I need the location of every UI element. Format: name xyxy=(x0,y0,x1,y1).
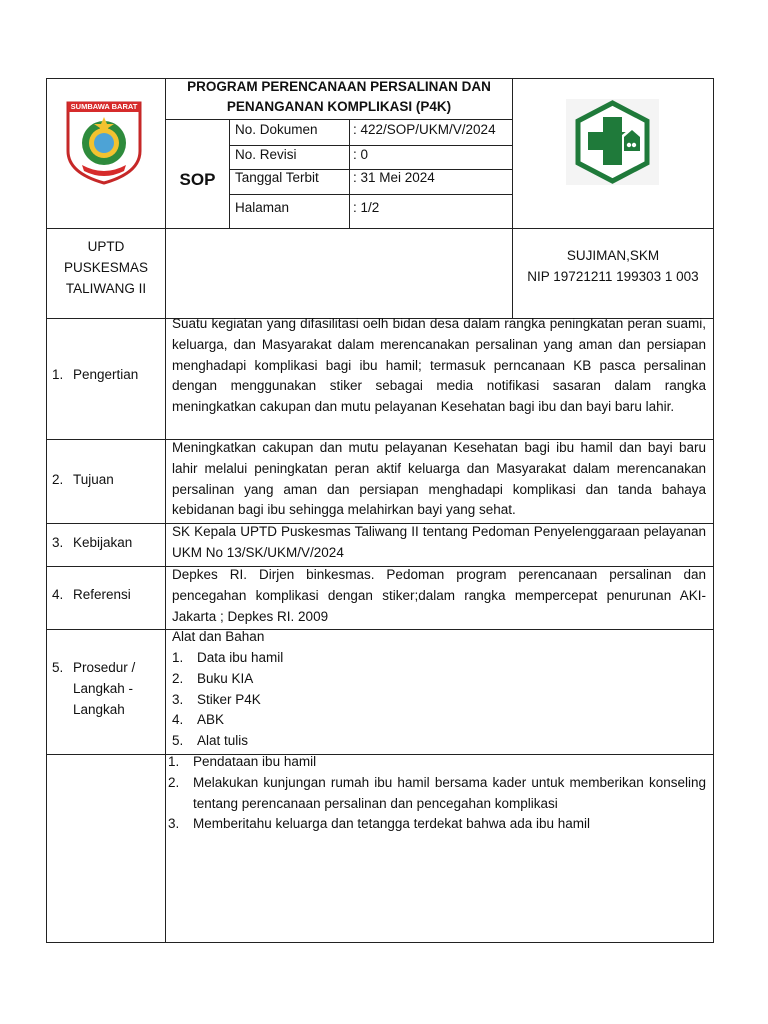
puskesmas-logo xyxy=(566,99,659,185)
meta-row-sep-3 xyxy=(229,194,513,195)
title-line-1: PROGRAM PERENCANAAN PERSALINAN DAN xyxy=(187,79,491,94)
section-5-label-line-2: Langkah - xyxy=(73,680,134,696)
signer-name: SUJIMAN,SKM xyxy=(566,248,660,263)
section-5-label-line-3: Langkah xyxy=(73,701,125,717)
tools-list xyxy=(172,648,702,752)
section-3-number: 3. xyxy=(52,535,64,550)
meta-value-tanggal: : 31 Mei 2024 xyxy=(353,170,435,185)
signer-nip: NIP 19721211 199303 1 003 xyxy=(527,268,699,284)
section-4-text: Depkes RI. Dirjen binkesmas. Pedoman program perencanaan persalinan dan pencegahan komplikasi dengan stiker;dalam rangka mempercepat penurunan AKI-Jakarta ; Depkes RI. 2009 xyxy=(172,567,706,624)
section-3-text: SK Kepala UPTD Puskesmas Taliwang II tentang Pedoman Penyelenggaraan pelayanan UKM No 13/SK/UKM/V/2024 xyxy=(172,524,706,560)
section-2-label: Tujuan xyxy=(73,472,114,487)
list-item: 1. Pendataan ibu hamil xyxy=(168,754,317,769)
list-item: 2. Buku KIA xyxy=(172,670,254,686)
section-5-label xyxy=(73,658,135,720)
list-item: 4. ABK xyxy=(172,712,225,728)
header-bottom-line xyxy=(46,228,714,229)
section-1-label: Pengertian xyxy=(73,367,139,382)
section-2-text: Meningkatkan cakupan dan mutu pelayanan Kesehatan bagi ibu hamil dan bayi baru lahir melalui peningkatan peran aktif keluarga dan Masyarakat dalam merencanakan persalinan yang aman dan persiapan menghadapi komplikasi dan tanda bahaya kebidanan bagi ibu sehingga melahirkan bayi yang sehat. xyxy=(172,440,706,518)
unit-name xyxy=(47,237,165,299)
frame-bottom xyxy=(46,942,714,943)
steps-list xyxy=(168,752,706,835)
meta-value-halaman: : 1/2 xyxy=(353,200,380,215)
signer-block xyxy=(513,246,713,288)
section-sep-4 xyxy=(46,629,714,630)
sop-divider xyxy=(229,119,230,229)
frame-left xyxy=(46,78,47,943)
section-5-number: 5. xyxy=(52,660,64,675)
list-item: 5. Alat tulis xyxy=(172,733,249,749)
section-2-number: 2. xyxy=(52,472,64,487)
sop-label: SOP xyxy=(179,170,216,189)
document-title xyxy=(166,77,512,117)
unit-line-1: UPTD xyxy=(87,239,125,254)
meta-label-tanggal: Tanggal Terbit xyxy=(235,170,319,185)
meta-label-revisi: No. Revisi xyxy=(235,147,297,162)
list-item: 1. Data ibu hamil xyxy=(172,650,284,665)
title-line-2: PENANGANAN KOMPLIKASI (P4K) xyxy=(226,99,452,114)
meta-value-dokumen: : 422/SOP/UKM/V/2024 xyxy=(353,122,496,137)
unit-line-3: TALIWANG II xyxy=(65,280,147,296)
section-5-label-line-1: Prosedur / xyxy=(73,660,136,675)
section-3-label: Kebijakan xyxy=(73,535,133,550)
section-1-number: 1. xyxy=(52,367,64,382)
meta-label-halaman: Halaman xyxy=(235,200,290,215)
section-4-label: Referensi xyxy=(73,587,131,602)
list-item: 3. Memberitahu keluarga dan tetangga terdekat bahwa ada ibu hamil xyxy=(168,816,591,832)
meta-label-dokumen: No. Dokumen xyxy=(235,122,318,137)
regency-logo-label: SUMBAWA BARAT xyxy=(70,102,138,111)
meta-divider xyxy=(349,119,350,229)
tools-heading: Alat dan Bahan xyxy=(172,629,265,644)
meta-value-revisi: : 0 xyxy=(353,147,369,162)
section-1-text: Suatu kegiatan yang difasilitasi oelh bidan desa dalam rangka peningkatan peran suami, keluarga, dan Masyarakat dalam merencanakan persalinan yang aman dan persiapan menghadapi komplikasi bagi ibu hamil; termasuk perncanaan KB pasca persalinan dengan menggunakan stiker sebagai media notifikasi sasaran dalam rangka meningkatkan cakupan dan mutu pelayanan Kesehatan bagi ibu dan bayi baru lahir. xyxy=(172,316,706,415)
left-column-divider xyxy=(165,78,166,943)
list-item: 2. Melakukan kunjungan rumah ibu hamil bersama kader untuk memberikan konseling tentang perencanaan persalinan dan pencegahan komplikasi xyxy=(168,774,706,811)
unit-line-2: PUSKESMAS xyxy=(63,259,149,275)
list-item: 3. Stiker P4K xyxy=(172,691,261,707)
frame-right xyxy=(713,78,714,943)
regency-logo xyxy=(64,99,144,185)
section-4-number: 4. xyxy=(52,587,64,602)
